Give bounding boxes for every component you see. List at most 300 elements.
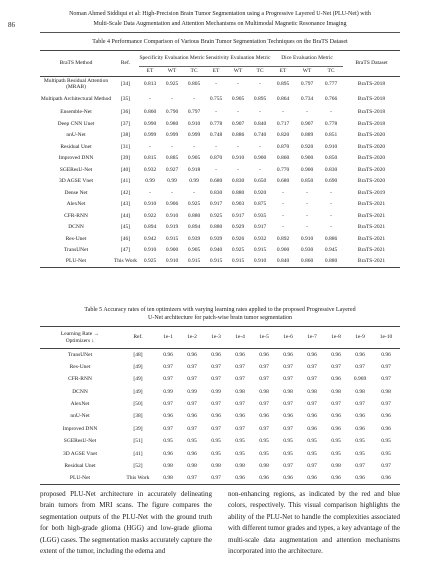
table4-cell-value: - [249, 77, 271, 92]
table5-cell-value: 0.97 [259, 401, 269, 407]
table4-cell-value: 0.910 [165, 212, 179, 219]
table5-header-rate: 1e-9 [348, 327, 372, 349]
body-text-left-column: proposed PLU-Net architecture in accurately delineating brain tumors from MRI scans. The figure compares the segmentation outputs of the PLU-Net with the ground truth for both high-grade glioma (HGG) and low-grade glioma (LGG) cases. The segmentation masks accurately capture the extent of the tumor, including the edema and [40, 490, 212, 556]
table5-cell-value: 0.96 [283, 413, 293, 420]
table5-cell-value: 0.97 [283, 425, 293, 432]
table4-cell-value: 0.770 [276, 166, 290, 173]
table5-row [40, 410, 400, 422]
table5-cell-value: 0.97 [211, 425, 221, 432]
table5-cell-value: 0.97 [163, 425, 173, 432]
table4-cell-value: 0.935 [253, 212, 267, 219]
table5-cell-value: 0.98 [381, 388, 391, 395]
table4-cell-method: Res-Unet [65, 235, 87, 242]
table5-cell-value: 0.96 [348, 472, 372, 484]
table4-cell-value: 0.797 [295, 77, 319, 92]
table4-cell-value: 0.813 [139, 77, 161, 92]
table4-cell-method: DCNN [68, 224, 84, 230]
table4-cell-value: 0.999 [187, 132, 201, 138]
table5-cell-value: 0.96 [348, 349, 372, 361]
table5-cell-value: 0.98 [211, 462, 221, 469]
table5-cell-value: 0.95 [355, 450, 365, 457]
table5-cell-ref: [50] [133, 401, 143, 407]
table4-cell-value: 0.900 [165, 247, 179, 253]
table4-row [40, 256, 400, 268]
table4-cell-value: - [306, 189, 308, 196]
table4-cell-value: - [215, 166, 217, 173]
table5-cell-value: 0.97 [235, 425, 245, 432]
table5-header-rate: 1e-3 [204, 327, 228, 349]
table4-cell-value: 0.850 [300, 178, 314, 184]
table5-cell-optimizer: nnU-Net [70, 413, 90, 420]
table5-cell-value: 0.96 [372, 472, 400, 484]
table4-cell-value: - [215, 143, 217, 150]
table4-cell-dataset: BraTS-2020 [357, 178, 386, 184]
table4-cell-value: - [237, 143, 239, 150]
table4-cell-value: 0.910 [161, 256, 183, 268]
table4-sub-header: ET [146, 68, 154, 75]
table4-cell-ref: [34] [112, 77, 139, 92]
table4-cell-value: 0.900 [276, 247, 290, 253]
table4-cell-value: 0.906 [165, 201, 179, 207]
table4-sub-header: ET [279, 68, 287, 75]
table4-cell-value: - [330, 201, 332, 207]
table5-cell-value: 0.96 [259, 413, 269, 420]
table5-cell-value: 0.98 [331, 388, 341, 395]
table4-cell-value: 0.915 [165, 235, 179, 242]
table4-cell-value: 0.830 [209, 189, 223, 196]
running-header-line-1: Noman Ahmed Siddiqui et al: High-Precision Brain Tumor Segmentation using a Progressive Layered U-Net (PLU-Net) with [69, 11, 371, 17]
table4-cell-dataset: BraTS-2020 [357, 166, 386, 173]
table5-row [40, 435, 400, 447]
table4-cell-method: TransUNet [63, 247, 89, 253]
table4-cell-value: 0.860 [143, 109, 157, 115]
table5-cell-value: 0.99 [211, 388, 221, 395]
table4-row [40, 130, 400, 142]
table5-cell-value: 0.97 [331, 363, 341, 370]
table5-cell-value: 0.98 [331, 462, 341, 469]
table4-cell-ref: [39] [120, 155, 131, 161]
table4-cell-value: 0.894 [143, 224, 157, 230]
table5-cell-value: 0.97 [235, 363, 245, 370]
table5-cell-value: 0.95 [283, 438, 293, 445]
table4-cell-value: 0.905 [187, 155, 201, 161]
table5-cell-value: 0.97 [381, 462, 391, 469]
table4-cell-value: 0.929 [231, 224, 245, 230]
table5-cell-value: 0.97 [381, 376, 391, 383]
table4-cell-method: Multipath Residual Attention (MRAB) [40, 77, 112, 92]
table4-cell-value: 0.840 [253, 120, 267, 127]
table5-cell-value: 0.97 [187, 401, 197, 407]
table4-cell-value: - [282, 189, 284, 196]
table4-cell-value: 0.910 [300, 235, 314, 242]
table4-cell-value: 0.925 [187, 201, 201, 207]
table4-cell-value: - [149, 189, 151, 196]
table4-cell-value: 0.851 [324, 132, 338, 138]
table4-cell-value: 0.925 [139, 256, 161, 268]
table5-cell-value: 0.97 [259, 425, 269, 432]
table5-cell-value: 0.96 [163, 413, 173, 420]
table4-cell-value: 0.945 [324, 247, 338, 253]
table4-cell-value: 0.894 [187, 224, 201, 230]
table4-cell-dataset: BraTS-2021 [357, 224, 386, 230]
table5-cell-ref: [41] [133, 450, 143, 457]
table4-cell-dataset: BraTS-2021 [357, 235, 386, 242]
table4-cell-value: 0.910 [249, 256, 271, 268]
table4-cell-value: 0.910 [143, 247, 157, 253]
table5-cell-value: 0.96 [331, 425, 341, 432]
table5-cell-optimizer: TransUNet [40, 349, 120, 361]
table4-sub-header: TC [327, 68, 335, 75]
table5-cell-ref: This Work [120, 472, 156, 484]
table5-cell-value: 0.98 [259, 388, 269, 395]
table5-cell-value: 0.96 [355, 413, 365, 420]
table4-header-dice: Dice Evaluation Metric [271, 51, 343, 67]
table4-row [40, 107, 400, 119]
table5-cell-value: 0.98 [307, 388, 317, 395]
table5-row [40, 472, 400, 484]
table5-cell-value: 0.96 [204, 349, 228, 361]
table5-cell-ref: [39] [133, 425, 143, 432]
table5-row [40, 386, 400, 398]
table5-cell-value: 0.99 [187, 388, 197, 395]
body-text-right-column: non-enhancing regions, as indicated by the red and blue colors, respectively. This visual comparison highlights the ability of the PLU-Net to handle the complexities associated with different tumor grades and types, a key advantage of the multi-scale data augmentation and attention mechanisms incorporated into the architecture. [228, 490, 400, 556]
table5-cell-value: 0.95 [381, 450, 391, 457]
table4-cell-dataset: BraTS-2021 [357, 212, 386, 219]
table4-cell-value: 0.920 [253, 189, 267, 196]
table5-cell-value: 0.96 [331, 413, 341, 420]
table5-cell-optimizer: CFR-RNN [68, 376, 92, 383]
table4-cell-value: 0.905 [231, 95, 245, 102]
table5-cell-value: 0.97 [187, 425, 197, 432]
table4-cell-method: PLU-Net [40, 256, 112, 268]
table4-row [40, 176, 400, 188]
table4-cell-value: - [171, 143, 173, 150]
table5-cell-value: 0.97 [307, 462, 317, 469]
table4-cell-value: 0.907 [231, 120, 245, 127]
table4-cell-value: - [171, 95, 173, 102]
table5-cell-value: 0.96 [180, 349, 204, 361]
table4-cell-value: 0.910 [324, 143, 338, 150]
table5-cell-value: 0.97 [235, 376, 245, 383]
table4-cell-ref: [45] [120, 224, 131, 230]
table4-cell-value: 0.790 [165, 109, 179, 115]
table4-cell-value: 0.917 [231, 212, 245, 219]
running-header-line-2: Multi-Scale Data Augmentation and Attention Mechanisms on Multimodal Magnetic Resonance Imaging [93, 21, 347, 27]
table4-header-specificity: Specificity Evaluation Metric [139, 51, 205, 67]
table5-cell-value: 0.97 [283, 401, 293, 407]
table5-cell-value: 0.95 [235, 450, 245, 457]
table4-cell-value: 0.922 [143, 212, 157, 219]
table5-row [40, 448, 400, 460]
table4-cell-value: - [330, 224, 332, 230]
table4-cell-value: - [259, 109, 261, 115]
table5-caption-line-2: U-Net architecture for patch-wise brain tumor segmentation [148, 315, 292, 321]
table4-cell-value: 0.886 [324, 235, 338, 242]
table4-cell-dataset: BraTS-2018 [357, 95, 386, 102]
table5-header-rate: 1e-1 [156, 327, 180, 349]
table5-cell-value: 0.97 [283, 363, 293, 370]
table5-cell-optimizer: AlexNet [70, 401, 90, 407]
table4-cell-value: 0.915 [183, 256, 205, 268]
table4 [40, 50, 400, 268]
table4-cell-dataset: BraTS-2019 [357, 189, 386, 196]
table5-cell-value: 0.97 [163, 401, 173, 407]
table4-cell-ref: [37] [120, 120, 131, 127]
table5-cell-value: 0.95 [211, 450, 221, 457]
table5-cell-value: 0.95 [331, 450, 341, 457]
table4-cell-value: 0.917 [209, 201, 223, 207]
table5-cell-value: 0.95 [355, 438, 365, 445]
table4-cell-value: 0.980 [165, 120, 179, 127]
table4-cell-method: Deep CNN Unet [57, 120, 95, 127]
table4-cell-value: 0.880 [209, 224, 223, 230]
table4-cell-value: 0.99 [189, 178, 199, 184]
table4-cell-value: 0.940 [209, 247, 223, 253]
table5-cell-value: 0.97 [187, 376, 197, 383]
table5-cell-value: 0.96 [252, 349, 276, 361]
table4-cell-value: 0.920 [300, 143, 314, 150]
table4-cell-method: Ensemble-Net [60, 109, 92, 115]
table4-cell-value: - [306, 109, 308, 115]
table5 [40, 326, 400, 485]
table5-cell-value: 0.95 [259, 450, 269, 457]
table5-cell-value: 0.97 [355, 462, 365, 469]
table4-row [40, 141, 400, 153]
table4-cell-value: 0.919 [165, 224, 179, 230]
table4-cell-value: - [205, 77, 227, 92]
table4-cell-value: - [193, 189, 195, 196]
table4-cell-value: 0.910 [143, 201, 157, 207]
table5-corner-learning-rate: Learning Rate → [60, 331, 100, 337]
table4-cell-value: 0.680 [209, 178, 223, 184]
table4-cell-value: 0.907 [300, 120, 314, 127]
table4-cell-value: - [259, 166, 261, 173]
table5-cell-value: 0.95 [283, 450, 293, 457]
table4-cell-value: 0.926 [231, 235, 245, 242]
table4-cell-ref: [36] [120, 109, 131, 115]
table5-cell-value: 0.97 [307, 376, 317, 383]
table4-cell-ref: [40] [120, 166, 131, 173]
table5-cell-value: 0.97 [307, 401, 317, 407]
table4-cell-ref: [43] [120, 201, 131, 207]
table5-cell-value: 0.98 [163, 462, 173, 469]
table4-row [40, 210, 400, 222]
table5-cell-value: 0.96 [372, 349, 400, 361]
table4-cell-ref: [31] [120, 143, 131, 150]
table4-header-ref: Ref. [112, 51, 139, 77]
table5-row [40, 373, 400, 385]
table5-cell-value: 0.96 [381, 425, 391, 432]
table5-header-rate: 1e-6 [276, 327, 300, 349]
table4-cell-value: 0.939 [209, 235, 223, 242]
table5-cell-value: 0.98 [283, 388, 293, 395]
table4-cell-method: Improved DNN [58, 155, 94, 161]
table5-row [40, 349, 400, 361]
table4-cell-value: 0.740 [253, 132, 267, 138]
table4-cell-value: - [227, 77, 249, 92]
table4-cell-value: 0.99 [145, 178, 155, 184]
table4-cell-dataset: BraTS-2018 [343, 77, 400, 92]
table4-cell-value: 0.880 [231, 189, 245, 196]
table5-cell-value: 0.97 [163, 376, 173, 383]
table4-cell-dataset: BraTS-2020 [357, 132, 386, 138]
table4-cell-value: 0.895 [253, 95, 267, 102]
table4-row [40, 118, 400, 130]
table4-cell-value: - [149, 95, 151, 102]
table4-row [40, 199, 400, 211]
table4-row [40, 222, 400, 234]
table4-cell-value: 0.999 [165, 132, 179, 138]
table4-cell-value: 0.895 [271, 77, 295, 92]
table4-cell-value: 0.910 [187, 120, 201, 127]
table4-cell-value: 0.860 [276, 155, 290, 161]
table5-cell-value: 0.95 [381, 438, 391, 445]
table4-cell-value: 0.939 [187, 235, 201, 242]
table4-cell-value: - [237, 166, 239, 173]
table4-cell-value: 0.797 [187, 109, 201, 115]
table4-cell-value: - [193, 143, 195, 150]
table5-cell-value: 0.97 [211, 363, 221, 370]
table5-header-rate: 1e-7 [300, 327, 324, 349]
table5-cell-ref: [51] [133, 438, 143, 445]
table5-cell-value: 0.96 [324, 349, 348, 361]
table4-cell-value: - [149, 143, 151, 150]
table5-row [40, 398, 400, 410]
table4-cell-ref: [47] [120, 247, 131, 253]
table5-cell-value: 0.95 [331, 438, 341, 445]
table5-row [40, 361, 400, 373]
table5-cell-ref: [49] [133, 376, 143, 383]
table5-cell-value: 0.95 [187, 438, 197, 445]
table4-cell-value: 0.910 [231, 155, 245, 161]
table5-cell-value: 0.98 [235, 462, 245, 469]
table5-cell-optimizer: Residual Unet [64, 462, 96, 469]
table4-cell-value: - [171, 189, 173, 196]
running-header [40, 9, 400, 29]
table4-cell-dataset: BraTS-2018 [357, 120, 386, 127]
table4-cell-value: 0.932 [253, 235, 267, 242]
table4-sub-header: WT [302, 68, 312, 75]
table5-row [40, 423, 400, 435]
table4-cell-value: 0.99 [167, 178, 177, 184]
table4-cell-value: 0.870 [209, 155, 223, 161]
table4-cell-dataset: BraTS-2020 [357, 143, 386, 150]
table5-cell-value: 0.96 [187, 413, 197, 420]
table4-cell-method: Multipath Architectural Method [40, 95, 112, 102]
table5-cell-value: 0.97 [283, 376, 293, 383]
table4-cell-dataset: BraTS-2021 [357, 201, 386, 207]
table5-header-rate: 1e-8 [324, 327, 348, 349]
table5-cell-value: 0.97 [307, 363, 317, 370]
table4-sub-header: TC [256, 68, 264, 75]
table5-cell-value: 0.96 [252, 472, 276, 484]
table4-cell-method: Dense Net [64, 189, 88, 196]
table5-header-rate: 1e-2 [180, 327, 204, 349]
table4-row [40, 233, 400, 245]
table5-cell-value: 0.95 [307, 438, 317, 445]
table4-cell-value: 0.875 [253, 201, 267, 207]
table4-cell-value: - [330, 189, 332, 196]
table5-cell-value: 0.96 [235, 413, 245, 420]
table4-cell-value: 0.830 [324, 166, 338, 173]
table5-cell-value: 0.96 [355, 425, 365, 432]
table5-cell-value: 0.95 [307, 450, 317, 457]
table4-cell-ref: [46] [120, 235, 131, 242]
table4-cell-value: 0.900 [253, 155, 267, 161]
table5-cell-value: 0.95 [163, 438, 173, 445]
table4-cell-method: SGEResU-Net [59, 166, 93, 173]
table5-cell-optimizer: Improved DNN [62, 425, 98, 432]
table4-cell-dataset: BraTS-2018 [357, 109, 386, 115]
table5-cell-value: 0.96 [276, 349, 300, 361]
table4-cell-value: 0.777 [319, 77, 343, 92]
table5-cell-value: 0.98 [259, 462, 269, 469]
table5-cell-value: 0.97 [211, 401, 221, 407]
table5-cell-value: 0.99 [163, 388, 173, 395]
table4-cell-value: - [282, 201, 284, 207]
table4-cell-value: 0.918 [187, 166, 201, 173]
table5-cell-value: 0.98 [355, 388, 365, 395]
table5-cell-value: 0.97 [235, 401, 245, 407]
table5-cell-value: 0.969 [353, 376, 367, 383]
table4-row [40, 153, 400, 165]
table5-cell-value: 0.96 [300, 472, 324, 484]
table4-cell-value: 0.766 [324, 95, 338, 102]
table5-cell-value: 0.97 [381, 363, 391, 370]
table4-cell-value: 0.805 [183, 77, 205, 92]
table5-row [40, 460, 400, 472]
table5-header-rate: 1e-4 [228, 327, 252, 349]
table5-cell-ref: [49] [133, 388, 143, 395]
table4-cell-ref: [41] [120, 178, 131, 184]
table4-cell-dataset: BraTS-2021 [343, 256, 400, 268]
table4-cell-ref: [38] [120, 132, 131, 138]
table4-sub-header: WT [233, 68, 243, 75]
table4-cell-value: 0.840 [271, 256, 295, 268]
table4-cell-value: 0.932 [143, 166, 157, 173]
table4-cell-value: 0.880 [319, 256, 343, 268]
table5-cell-value: 0.98 [187, 462, 197, 469]
table5-cell-ref: [38] [133, 413, 143, 420]
table5-cell-value: 0.96 [381, 413, 391, 420]
table4-cell-value: 0.925 [231, 247, 245, 253]
table4-cell-value: 0.917 [253, 224, 267, 230]
table4-cell-value: 0.900 [300, 155, 314, 161]
table4-cell-method: 3D AGSE Vnet [58, 178, 94, 184]
table4-cell-method: Residual Unet [60, 143, 92, 150]
table4-cell-method: nnU-Net [66, 132, 86, 138]
table4-sub-header: TC [190, 68, 198, 75]
table4-cell-value: 0.748 [209, 132, 223, 138]
page-number: 86 [8, 21, 15, 29]
table5-cell-value: 0.97 [355, 401, 365, 407]
table4-cell-value: - [282, 212, 284, 219]
table4-cell-value: 0.778 [324, 120, 338, 127]
table4-cell-value: 0.942 [143, 235, 157, 242]
table4-cell-value: 0.755 [209, 95, 223, 102]
table4-header-method: BraTS Method [40, 51, 112, 77]
table5-cell-value: 0.96 [211, 413, 221, 420]
table4-cell-value: - [215, 109, 217, 115]
table5-cell-value: 0.96 [300, 349, 324, 361]
table4-cell-value: - [259, 143, 261, 150]
table4-cell-method: CFR-RNN [64, 212, 88, 219]
table4-cell-value: 0.778 [209, 120, 223, 127]
table5-cell-value: 0.95 [235, 438, 245, 445]
table4-cell-value: 0.830 [231, 178, 245, 184]
table5-cell-value: 0.96 [276, 472, 300, 484]
table4-cell-value: 0.925 [209, 212, 223, 219]
